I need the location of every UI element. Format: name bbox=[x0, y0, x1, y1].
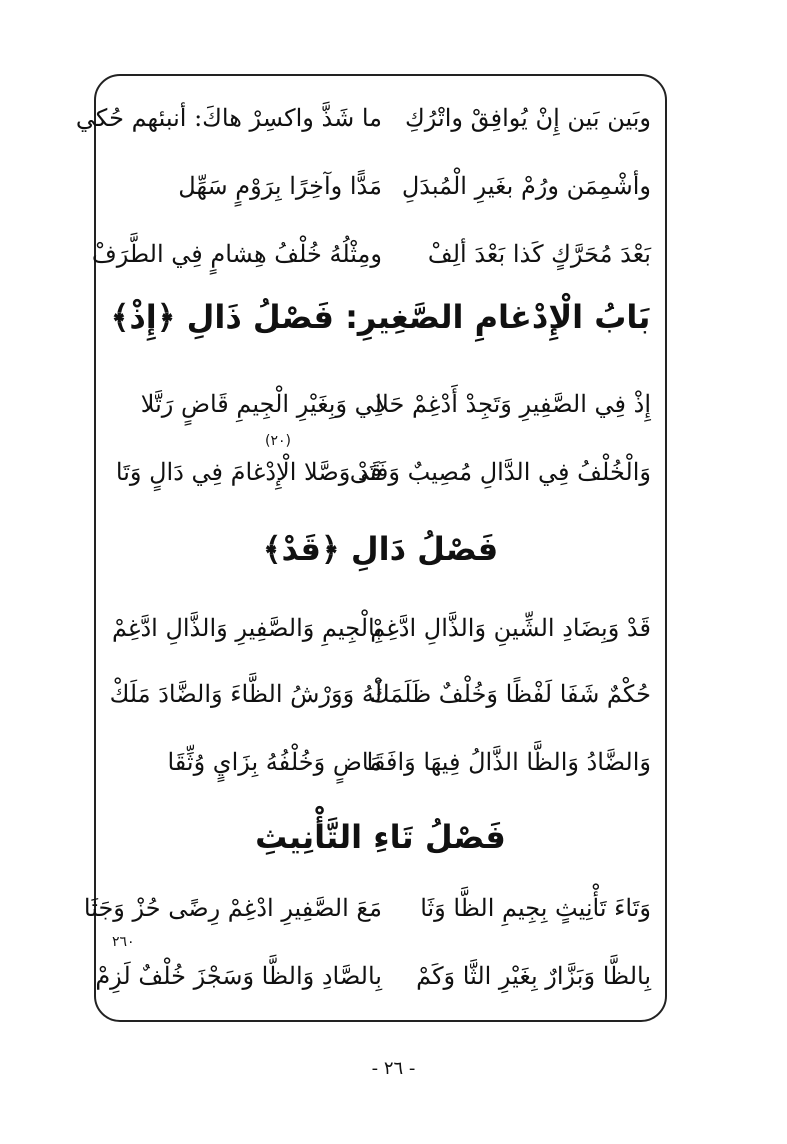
verse-second-hemistich: مَعَ الصَّفِيرِ ادْغِمْ رِضًى حُزْ وَجَثَا bbox=[83, 894, 382, 922]
page-number: - ٢٦ - bbox=[371, 1058, 416, 1079]
verse-line bbox=[91, 224, 667, 284]
verse-second-hemistich: قَدْ وَصَّلا الْإِدْغامَ فِي دَالٍ وَتَا bbox=[115, 458, 382, 486]
verse-line bbox=[94, 442, 667, 502]
verse-line bbox=[83, 878, 667, 938]
verse-second-hemistich: لِي وَبِغَيْرِ الْجِيمِ قَاضٍ رَتَّلا bbox=[140, 390, 382, 418]
verse-second-hemistich: ومِثْلُهُ خُلْفُ هِشامٍ فِي الطَّرَفْ bbox=[91, 240, 382, 268]
verse-first-hemistich: بِالظَّا وَبَزَّارٌ بِغَيْرِ الثَّا وَكَمْ bbox=[416, 962, 651, 990]
verse-second-hemistich: مَاضٍ وَخُلْفُهُ بِزَايٍ وُثِّقَا bbox=[167, 748, 382, 776]
verse-first-hemistich: قَدْ وَبِضَادِ الشِّينِ وَالذَّالِ ادَّغِمْ bbox=[370, 614, 651, 642]
verse-first-hemistich: وَالْخُلْفُ فِي الدَّالِ مُصِيبٌ وَفَتَى bbox=[349, 458, 651, 486]
section-heading: فَصْلُ دَالِ ﴿قَدْ﴾ bbox=[262, 530, 499, 568]
verse-line bbox=[94, 598, 667, 658]
verse-second-hemistich: لَهُ وَوَرْشُ الظَّاءَ وَالضَّادَ مَلَكْ bbox=[109, 680, 382, 708]
verse-first-hemistich: حُكْمٌ شَفَا لَفْظًا وَخُلْفٌ ظَلَمَكْ bbox=[370, 680, 651, 708]
verse-second-hemistich: بِالصَّادِ وَالظَّا وَسَجْزَ خُلْفٌ لَزِمْ bbox=[95, 962, 382, 990]
verse-first-hemistich: وبَين بَين إِنْ يُوافِقْ واتْرُكِ bbox=[405, 104, 651, 132]
verse-first-hemistich: وَتَاءَ تَأْنِيثٍ بِجِيمِ الظَّا وَثَا bbox=[420, 894, 651, 922]
verse-number: ٢٦٠ bbox=[112, 934, 135, 950]
verse-line bbox=[94, 374, 667, 434]
verse-line bbox=[94, 664, 667, 724]
verse-second-hemistich: بِالْجِيمِ وَالصَّفِيرِ وَالذَّالِ ادَّغِمْ bbox=[111, 614, 382, 642]
verse-first-hemistich: وأشْمِمَن ورُمْ بغَيرِ الْمُبدَلِ bbox=[401, 172, 651, 200]
verse-first-hemistich: بَعْدَ مُحَرَّكٍ كَذا بَعْدَ ألِفْ bbox=[427, 240, 651, 268]
verse-second-hemistich: ما شَذَّ واكسِرْ هاكَ: أنبئهم حُكي bbox=[75, 104, 382, 132]
section-heading: فَصْلُ تَاءِ التَّأْنِيثِ bbox=[255, 818, 506, 856]
verse-first-hemistich: وَالضَّادُ وَالظَّا الذَّالُ فِيهَا وَافَقَا bbox=[366, 748, 651, 776]
chapter-heading: بَابُ الْإِدْغامِ الصَّغِيرِ: فَصْلُ ذَالِ ﴿إِذْ﴾ bbox=[110, 298, 651, 336]
verse-number: (٢٠) bbox=[265, 433, 291, 449]
verse-line bbox=[94, 732, 667, 792]
verse-line bbox=[94, 156, 667, 216]
verse-first-hemistich: إِذْ فِي الصَّفِيرِ وَتَجِدْ أَدْغِمْ حَلا bbox=[375, 390, 651, 418]
verse-second-hemistich: مَدًّا وآخِرًا بِرَوْمٍ سَهِّل bbox=[178, 172, 382, 200]
verse-line bbox=[94, 946, 667, 1006]
verse-line bbox=[75, 88, 667, 148]
